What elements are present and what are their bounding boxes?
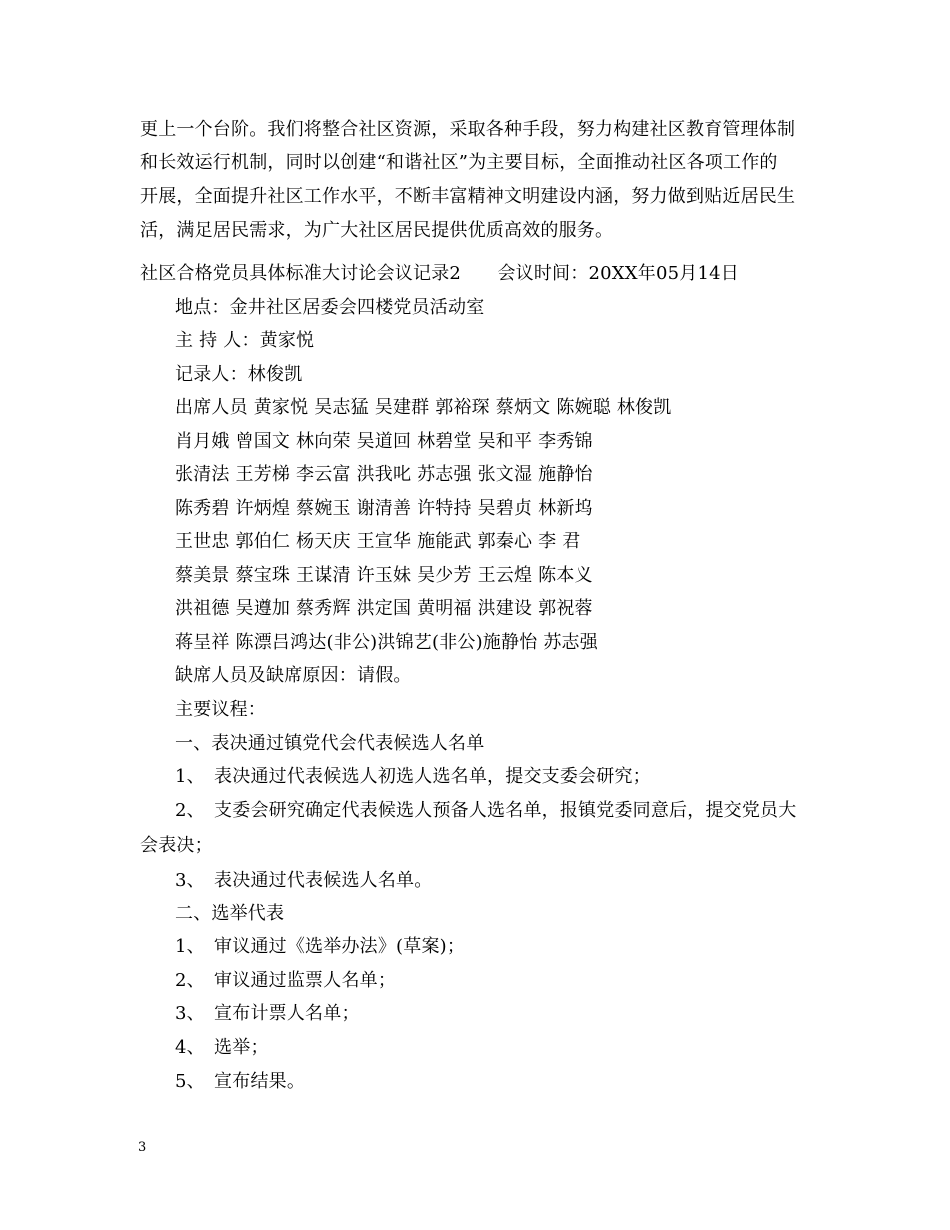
section-2-item-4: 4、 选举； xyxy=(175,1037,269,1058)
attendees-line-1: 出席人员 黄家悦 吴志猛 吴建群 郭裕琛 蔡炳文 陈婉聪 林俊凯 xyxy=(175,397,672,418)
page-number: 3 xyxy=(138,1140,147,1155)
attendees-line-3: 张清法 王芳梯 李云富 洪我叱 苏志强 张文湿 施静怡 xyxy=(175,464,593,485)
section-2-title: 二、选举代表 xyxy=(175,903,285,924)
intro-line-4: 活，满足居民需求，为广大社区居民提供优质高效的服务。 xyxy=(140,220,614,241)
agenda-title: 主要议程： xyxy=(175,699,266,720)
intro-line-2: 和长效运行机制，同时以创建“和谐社区”为主要目标，全面推动社区各项工作的 xyxy=(140,152,778,173)
record-heading: 社区合格党员具体标准大讨论会议记录2 会议时间：20XX年05月14日 xyxy=(140,263,739,284)
meeting-host: 主 持 人：黄家悦 xyxy=(175,330,315,351)
section-1-item-1: 1、 表决通过代表候选人初选人选名单，提交支委会研究； xyxy=(175,766,651,787)
intro-line-3: 开展，全面提升社区工作水平，不断丰富精神文明建设内涵，努力做到贴近居民生 xyxy=(140,186,796,207)
absence-note: 缺席人员及缺席原因：请假。 xyxy=(175,665,412,686)
section-2-item-1: 1、 审议通过《选举办法》(草案)； xyxy=(175,936,466,957)
attendees-line-7: 洪祖德 吴遵加 蔡秀辉 洪定国 黄明福 洪建设 郭祝蓉 xyxy=(175,598,593,619)
meeting-location: 地点：金井社区居委会四楼党员活动室 xyxy=(175,297,485,318)
section-2-item-2: 2、 审议通过监票人名单； xyxy=(175,970,397,991)
section-1-item-2: 2、 支委会研究确定代表候选人预备人选名单，报镇党委同意后，提交党员大 xyxy=(175,800,797,821)
attendees-line-4: 陈秀碧 许炳煌 蔡婉玉 谢清善 许特持 吴碧贞 林新坞 xyxy=(175,498,593,519)
attendees-line-2: 肖月娥 曾国文 林向荣 吴道回 林碧堂 吴和平 李秀锦 xyxy=(175,431,593,452)
intro-line-1: 更上一个台阶。我们将整合社区资源，采取各种手段，努力构建社区教育管理体制 xyxy=(140,119,796,140)
section-1-item-2-continued: 会表决； xyxy=(140,835,213,856)
section-1-item-3: 3、 表决通过代表候选人名单。 xyxy=(175,870,433,891)
section-2-item-3: 3、 宣布计票人名单； xyxy=(175,1003,360,1024)
attendees-line-6: 蔡美景 蔡宝珠 王谋清 许玉妹 吴少芳 王云煌 陈本义 xyxy=(175,565,593,586)
section-2-item-5: 5、 宣布结果。 xyxy=(175,1071,306,1092)
attendees-line-8: 蒋呈祥 陈漂吕鸿达(非公)洪锦艺(非公)施静怡 苏志强 xyxy=(175,632,598,653)
attendees-line-5: 王世忠 郭伯仁 杨天庆 王宣华 施能武 郭秦心 李 君 xyxy=(175,531,581,552)
section-1-title: 一、表决通过镇党代会代表候选人名单 xyxy=(175,733,485,754)
meeting-recorder: 记录人：林俊凯 xyxy=(175,364,303,385)
